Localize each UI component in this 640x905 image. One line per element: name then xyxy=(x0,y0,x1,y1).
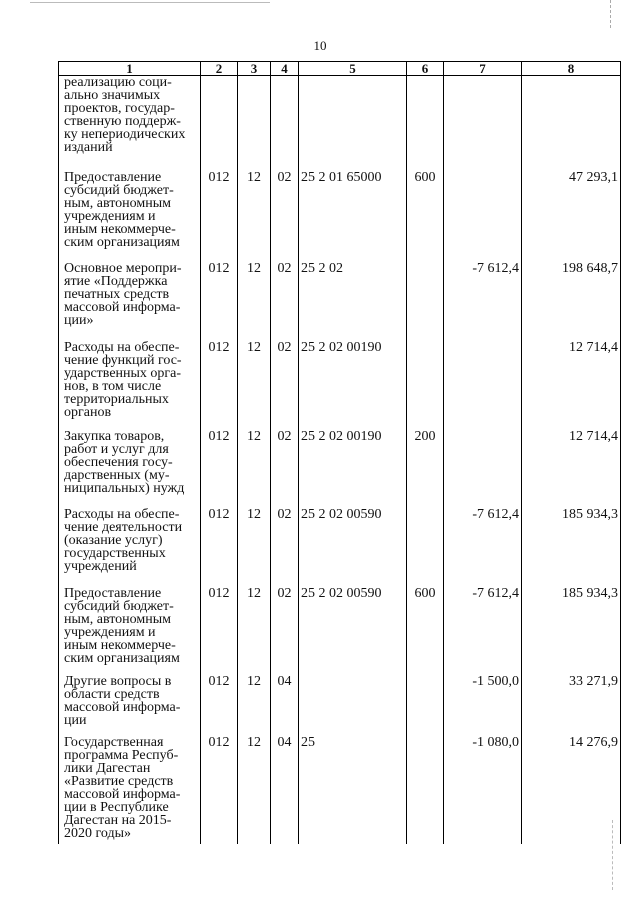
row-name-line: Государственная xyxy=(64,734,164,750)
column-header-1: 1 xyxy=(59,62,201,76)
row-name-line: проектов, государ- xyxy=(64,101,175,116)
row-name-line: Закупка товаров, xyxy=(64,428,165,444)
row-name xyxy=(59,76,201,163)
row-name-line: ку непериодических xyxy=(64,127,186,142)
column-header-6: 6 xyxy=(407,62,444,76)
table-row xyxy=(59,500,621,579)
row-name-line: Расходы на обеспе- xyxy=(64,339,180,355)
subsection-code: 02 xyxy=(271,579,299,667)
row-name-line: Предоставление xyxy=(64,169,162,185)
change-amount xyxy=(444,422,522,500)
expense-type-code xyxy=(407,667,444,728)
row-name xyxy=(59,163,201,254)
scan-artifact-top xyxy=(30,2,270,3)
expense-type-code: 200 xyxy=(407,422,444,500)
ministry-code: 012 xyxy=(201,500,238,579)
scan-artifact-right xyxy=(610,0,612,28)
total-amount: 33 271,9 xyxy=(522,667,621,728)
row-name-line: Предоставление xyxy=(64,585,162,601)
row-name-line: чение функций гос- xyxy=(64,352,182,368)
target-item-code: 25 2 02 00590 xyxy=(299,500,407,579)
row-name-line: ским организациям xyxy=(64,234,180,250)
ministry-code: 012 xyxy=(201,163,238,254)
target-item-code: 25 2 02 00190 xyxy=(299,333,407,422)
row-name-line: ально значимых xyxy=(64,88,161,103)
row-name-line: программа Респуб- xyxy=(64,747,179,763)
row-name-line: субсидий бюджет- xyxy=(64,182,174,198)
expense-type-code xyxy=(407,500,444,579)
row-name xyxy=(59,333,201,422)
row-name-line: массовой информа- xyxy=(64,299,181,315)
row-name-line: (оказание услуг) xyxy=(64,532,163,548)
row-name xyxy=(59,422,201,500)
subsection-code: 02 xyxy=(271,163,299,254)
change-amount: -7 612,4 xyxy=(444,254,522,333)
section-code: 12 xyxy=(238,163,271,254)
target-item-code: 25 2 02 00590 xyxy=(299,579,407,667)
ministry-code: 012 xyxy=(201,422,238,500)
total-amount: 12 714,4 xyxy=(522,333,621,422)
row-name-line: Расходы на обеспе- xyxy=(64,506,180,522)
subsection-code: 04 xyxy=(271,667,299,728)
row-name xyxy=(59,667,201,728)
expense-type-code xyxy=(407,254,444,333)
column-header-2: 2 xyxy=(201,62,238,76)
total-amount: 12 714,4 xyxy=(522,422,621,500)
expense-type-code xyxy=(407,728,444,844)
row-name-line: работ и услуг для xyxy=(64,441,169,457)
change-amount xyxy=(444,76,522,163)
table-body xyxy=(59,76,621,844)
row-name-line: ным, автономным xyxy=(64,195,172,211)
table-row xyxy=(59,333,621,422)
row-name-line: массовой информа- xyxy=(64,699,181,715)
table-row xyxy=(59,579,621,667)
header-row xyxy=(59,62,621,76)
row-name-line: ственную поддерж- xyxy=(64,114,181,129)
row-name-line: иным некоммерче- xyxy=(64,637,176,653)
total-amount: 185 934,3 xyxy=(522,579,621,667)
row-name-line: иным некоммерче- xyxy=(64,221,176,237)
row-name-line: ции в Республике xyxy=(64,799,169,815)
change-amount: -7 612,4 xyxy=(444,500,522,579)
row-name-line: учреждениям и xyxy=(64,624,156,640)
row-name xyxy=(59,579,201,667)
total-amount: 198 648,7 xyxy=(522,254,621,333)
table-row xyxy=(59,667,621,728)
table-row xyxy=(59,163,621,254)
row-name-line: ции» xyxy=(64,312,94,328)
column-header-7: 7 xyxy=(444,62,522,76)
subsection-code xyxy=(271,76,299,163)
row-name-line: ятие «Поддержка xyxy=(64,273,168,289)
change-amount xyxy=(444,163,522,254)
row-name-line: ударственных орга- xyxy=(64,365,182,381)
ministry-code: 012 xyxy=(201,333,238,422)
row-name-line: органов xyxy=(64,404,112,420)
section-code: 12 xyxy=(238,422,271,500)
row-name-line: Дагестан на 2015- xyxy=(64,812,172,828)
expense-type-code: 600 xyxy=(407,579,444,667)
table-header xyxy=(59,62,621,76)
target-item-code: 25 xyxy=(299,728,407,844)
total-amount: 185 934,3 xyxy=(522,500,621,579)
row-name-line: чение деятельности xyxy=(64,519,183,535)
table-row xyxy=(59,422,621,500)
row-name-line: обеспечения госу- xyxy=(64,454,173,470)
row-name-line: изданий xyxy=(64,140,113,155)
ministry-code: 012 xyxy=(201,579,238,667)
change-amount xyxy=(444,333,522,422)
expense-type-code: 600 xyxy=(407,163,444,254)
total-amount xyxy=(522,76,621,163)
column-header-4: 4 xyxy=(271,62,299,76)
target-item-code: 25 2 01 65000 xyxy=(299,163,407,254)
subsection-code: 04 xyxy=(271,728,299,844)
row-name-line: учреждениям и xyxy=(64,208,156,224)
table-row xyxy=(59,728,621,844)
column-header-5: 5 xyxy=(299,62,407,76)
section-code: 12 xyxy=(238,254,271,333)
column-header-8: 8 xyxy=(522,62,621,76)
row-name xyxy=(59,728,201,844)
change-amount: -7 612,4 xyxy=(444,579,522,667)
row-name-line: массовой информа- xyxy=(64,786,181,802)
row-name-line: ским организациям xyxy=(64,650,180,666)
ministry-code: 012 xyxy=(201,667,238,728)
row-name xyxy=(59,500,201,579)
section-code: 12 xyxy=(238,728,271,844)
change-amount: -1 500,0 xyxy=(444,667,522,728)
row-name-line: нов, в том числе xyxy=(64,378,162,394)
row-name-line: Основное меропри- xyxy=(64,260,182,276)
total-amount: 14 276,9 xyxy=(522,728,621,844)
subsection-code: 02 xyxy=(271,254,299,333)
row-name-line: ции xyxy=(64,712,87,728)
section-code: 12 xyxy=(238,333,271,422)
row-name-line: «Развитие средств xyxy=(64,773,174,789)
target-item-code xyxy=(299,76,407,163)
expense-type-code xyxy=(407,333,444,422)
row-name-line: государственных xyxy=(64,545,166,561)
column-header-3: 3 xyxy=(238,62,271,76)
row-name-line: 2020 годы» xyxy=(64,825,132,841)
target-item-code: 25 2 02 00190 xyxy=(299,422,407,500)
row-name-line: области средств xyxy=(64,686,160,702)
ministry-code: 012 xyxy=(201,254,238,333)
row-name-line: учреждений xyxy=(64,558,137,574)
row-name-line: ниципальных) нужд xyxy=(64,480,185,496)
row-name-line: ным, автономным xyxy=(64,611,172,627)
section-code: 12 xyxy=(238,667,271,728)
page-number: 10 xyxy=(313,38,327,53)
target-item-code: 25 2 02 xyxy=(299,254,407,333)
change-amount: -1 080,0 xyxy=(444,728,522,844)
row-name-line: реализацию соци- xyxy=(64,75,172,90)
table-row xyxy=(59,76,621,163)
expense-type-code xyxy=(407,76,444,163)
budget-table xyxy=(58,61,621,844)
section-code: 12 xyxy=(238,579,271,667)
row-name-line: печатных средств xyxy=(64,286,170,302)
total-amount: 47 293,1 xyxy=(522,163,621,254)
row-name-line: Другие вопросы в xyxy=(64,673,172,689)
section-code xyxy=(238,76,271,163)
row-name-line: территориальных xyxy=(64,391,169,407)
subsection-code: 02 xyxy=(271,422,299,500)
ministry-code: 012 xyxy=(201,728,238,844)
row-name-line: дарственных (му- xyxy=(64,467,170,483)
ministry-code xyxy=(201,76,238,163)
row-name xyxy=(59,254,201,333)
section-code: 12 xyxy=(238,500,271,579)
table-row xyxy=(59,254,621,333)
row-name-line: лики Дагестан xyxy=(64,760,151,776)
row-name-line: субсидий бюджет- xyxy=(64,598,174,614)
subsection-code: 02 xyxy=(271,333,299,422)
subsection-code: 02 xyxy=(271,500,299,579)
target-item-code xyxy=(299,667,407,728)
